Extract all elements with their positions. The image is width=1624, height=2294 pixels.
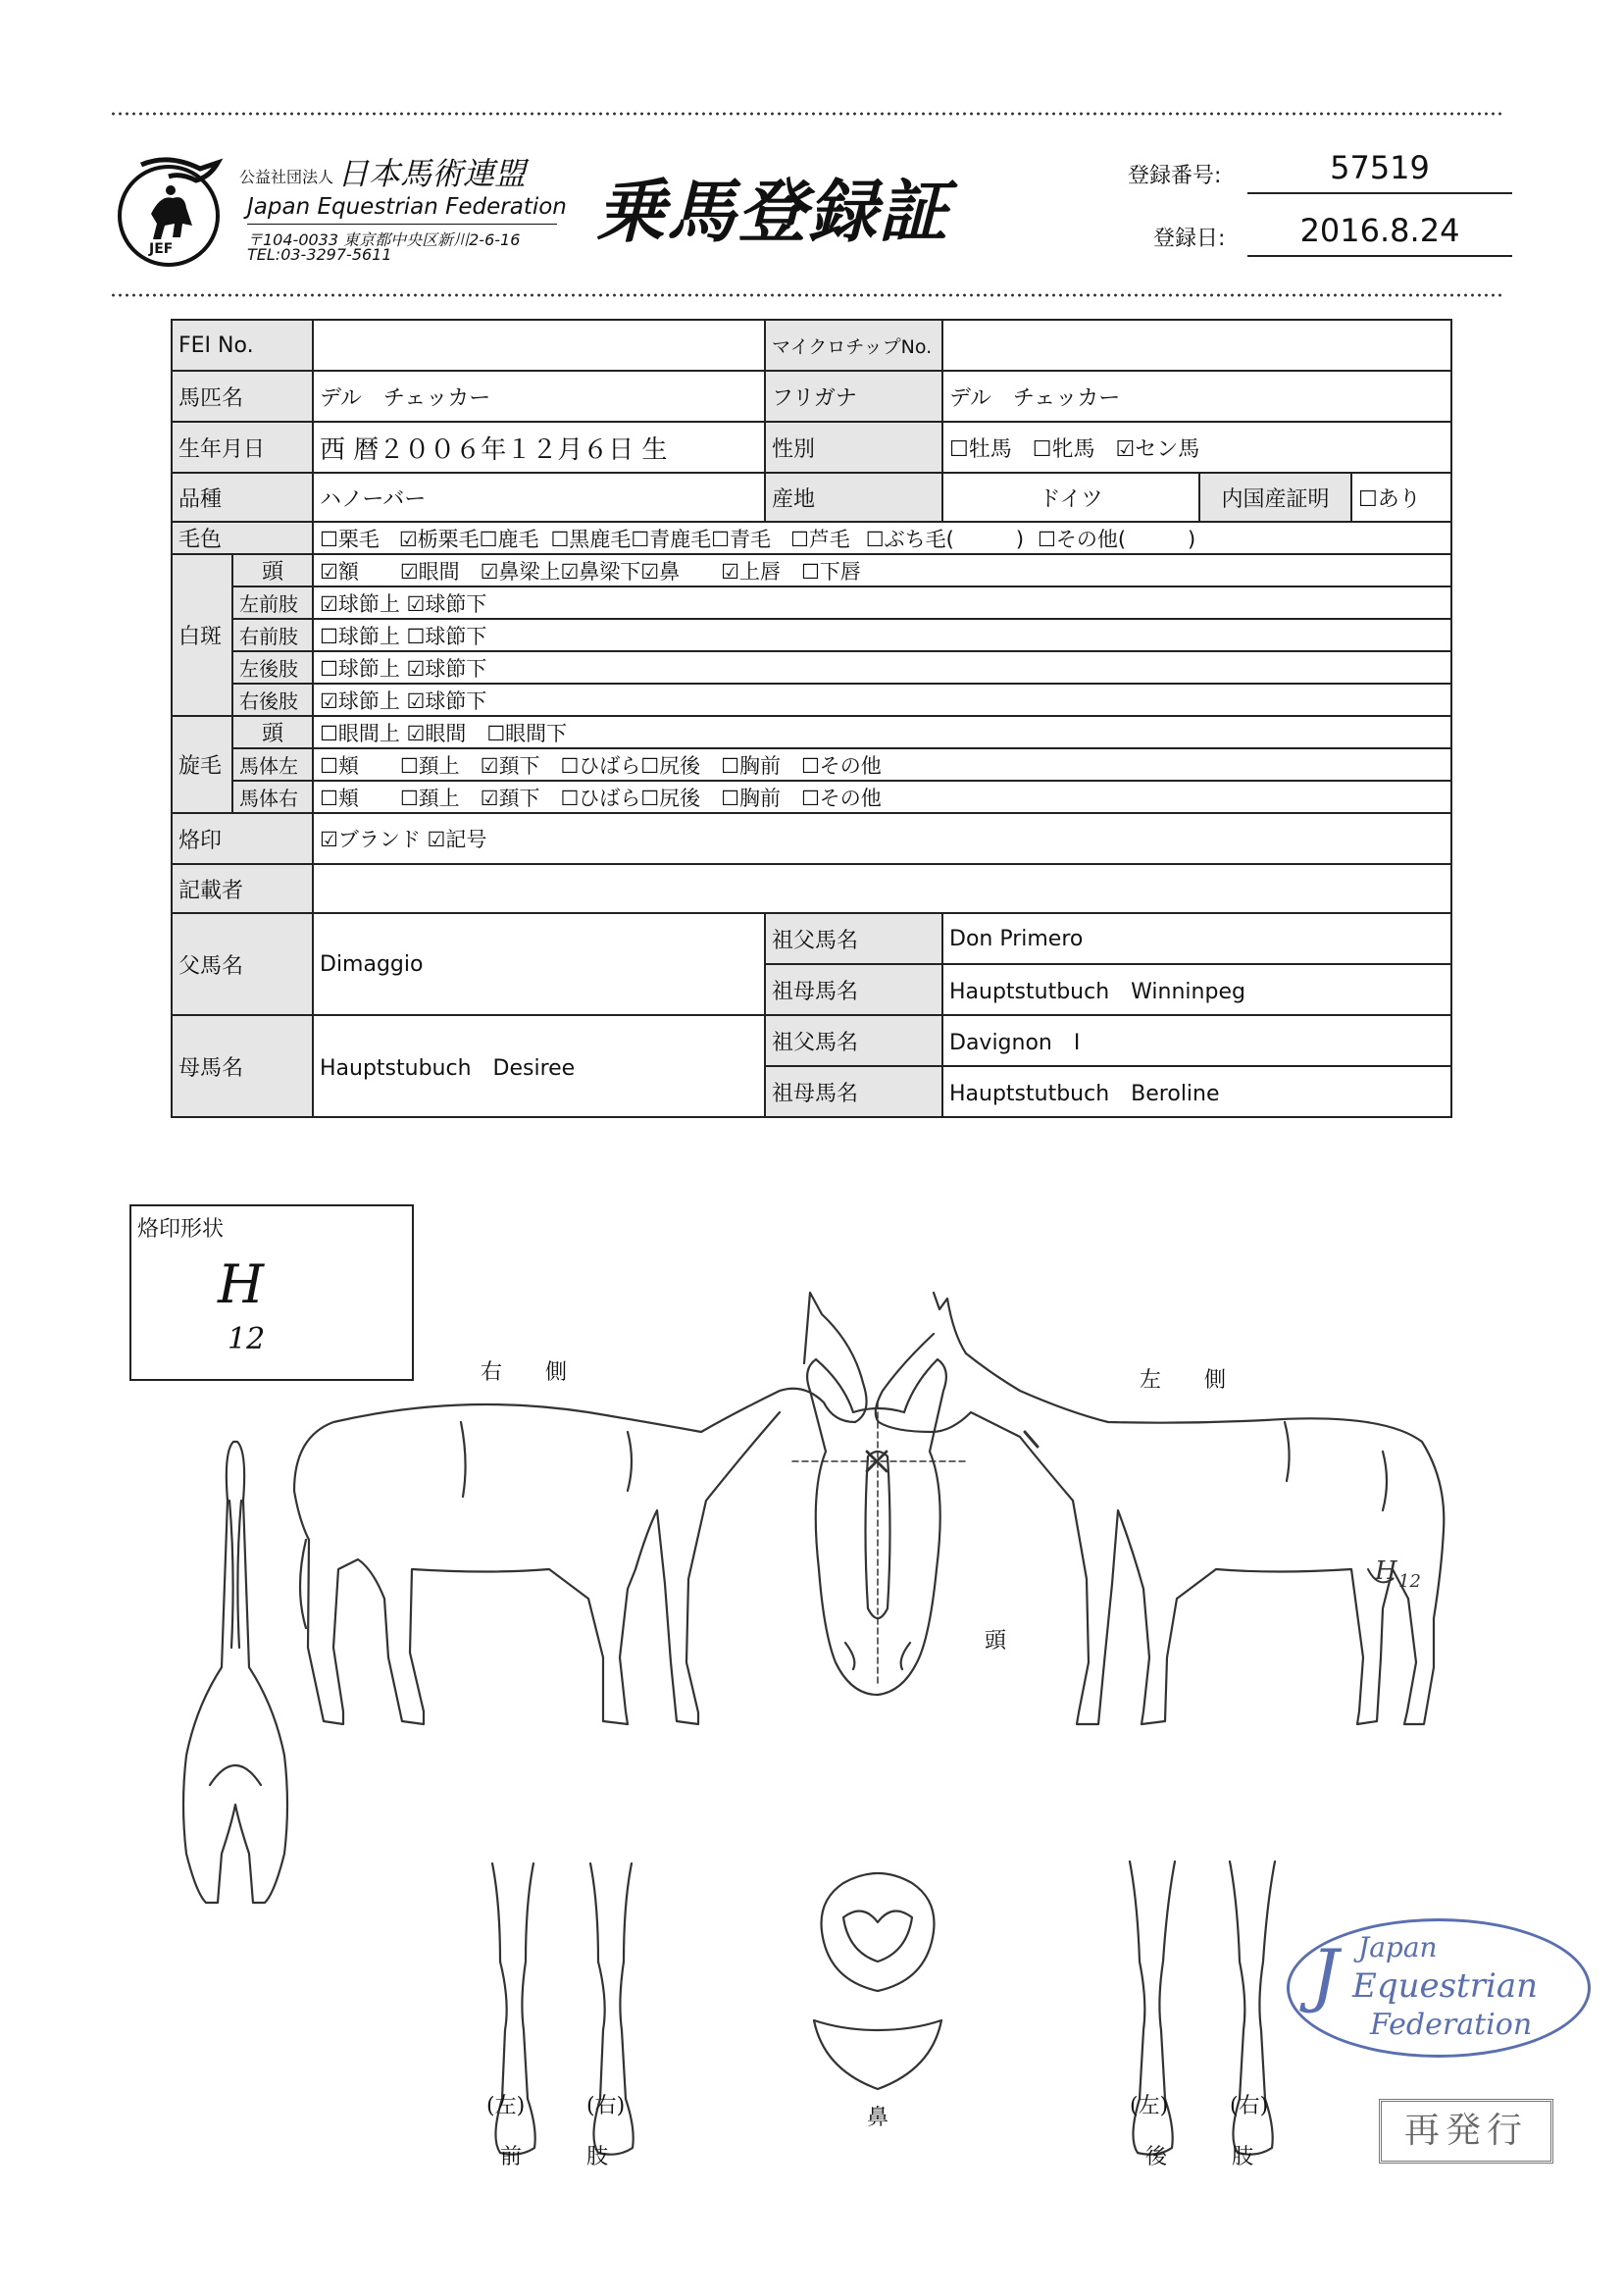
- kana-label: フリガナ: [765, 371, 942, 422]
- org-tel: TEL:03-3297-5611: [247, 245, 392, 264]
- chip-label: マイクロチップNo.: [765, 320, 942, 371]
- recorder-label: 記載者: [172, 864, 313, 913]
- name-value: デル チェッカー: [313, 371, 765, 422]
- sex-options: [942, 422, 1451, 473]
- sire-label: 父馬名: [172, 913, 313, 1015]
- white-marks: ☑額 ☑眼間 ☑鼻梁上☑鼻梁下☑鼻 ☑上唇 ☐下唇: [313, 554, 1451, 586]
- name-label: 馬匹名: [172, 371, 313, 422]
- top-view-horse: [183, 1442, 287, 1903]
- chip-value: [942, 320, 1451, 371]
- stamp-line: Equestrian: [1352, 1966, 1539, 2006]
- dam-granddam-label: 祖母馬名: [765, 1066, 942, 1117]
- brand-value: ☑ブランド ☑記号: [313, 813, 1451, 864]
- svg-text:12: 12: [1398, 1571, 1421, 1592]
- sire-grandsire-value: Don Primero: [942, 913, 1451, 964]
- document-title: 乗馬登録証: [596, 172, 949, 252]
- address-underline: [247, 224, 557, 225]
- whorl-label: 旋毛: [172, 716, 232, 813]
- org-address: 〒104-0033 東京都中央区新川2-6-16: [247, 230, 521, 249]
- whorl-part: 頭: [232, 716, 313, 748]
- org-prefix: 公益社団法人: [239, 168, 334, 186]
- breed-label: 品種: [172, 473, 313, 522]
- front-head: [792, 1359, 969, 1695]
- horse-diagram: [0, 1275, 1624, 2197]
- white-label: 白斑: [172, 554, 232, 716]
- white-marks: ☑球節上 ☑球節下: [313, 586, 1451, 619]
- hind-legs-caption: 後 肢: [1145, 2145, 1254, 2169]
- reissue-stamp: 再発行: [1379, 2099, 1553, 2164]
- dam-grandsire-value: Davignon I: [942, 1015, 1451, 1066]
- breed-value: ハノーバー: [313, 473, 765, 522]
- brand-mark: H: [218, 1253, 265, 1315]
- origin-label: 産地: [765, 473, 942, 522]
- registration-form: [171, 319, 1452, 1118]
- brand-label: 烙印: [172, 813, 313, 864]
- stamp-j-icon: J: [1311, 1935, 1340, 2015]
- dam-granddam-value: Hauptstutbuch Beroline: [942, 1066, 1451, 1117]
- origin-value: ドイツ: [942, 473, 1199, 522]
- white-marks: ☐球節上 ☑球節下: [313, 651, 1451, 684]
- jef-stamp: [1287, 1918, 1591, 2058]
- sire-granddam-label: 祖母馬名: [765, 964, 942, 1015]
- dam-value: Hauptstubuch Desiree: [313, 1015, 765, 1117]
- whorl-marks: ☐眼間上 ☑眼間 ☐眼間下: [313, 716, 1451, 748]
- color-option: ☐青毛: [711, 527, 771, 551]
- dam-grandsire-label: 祖父馬名: [765, 1015, 942, 1066]
- sire-value: Dimaggio: [313, 913, 765, 1015]
- white-marks: ☐球節上 ☐球節下: [313, 619, 1451, 651]
- reg-no-label: 登録番号:: [1128, 164, 1222, 188]
- sex-label: 性別: [765, 422, 942, 473]
- fore-legs-caption: 前 肢: [500, 2145, 609, 2169]
- fei-value: [313, 320, 765, 371]
- color-option: ☐黒鹿毛: [550, 527, 632, 551]
- right-side-caption: 右 側: [481, 1360, 568, 1385]
- jef-logo: [112, 155, 226, 269]
- fore-left-caption: (左): [486, 2094, 526, 2118]
- domestic-label: 内国産証明: [1199, 473, 1351, 522]
- domestic-value: ☐あり: [1351, 473, 1451, 522]
- white-part: 頭: [232, 554, 313, 586]
- whorl-part: 馬体左: [232, 748, 313, 781]
- nose-diagram: [814, 1873, 941, 2089]
- kana-value: デル チェッカー: [942, 371, 1451, 422]
- white-part: 右前肢: [232, 619, 313, 651]
- svg-text:H: H: [1375, 1556, 1397, 1586]
- recorder-value: [313, 864, 1451, 913]
- color-option: ☐青鹿毛: [631, 527, 712, 551]
- white-part: 左後肢: [232, 651, 313, 684]
- birth-label: 生年月日: [172, 422, 313, 473]
- bottom-separator: [110, 292, 1502, 298]
- sex-option: ☑セン馬: [1115, 436, 1200, 462]
- whorl-marks: ☐頬 ☐頚上 ☑頚下 ☐ひばら☐尻後 ☐胸前 ☐その他: [313, 748, 1451, 781]
- left-side-horse: [876, 1293, 1445, 1724]
- color-option: ☐ぶち毛( ): [865, 527, 1025, 551]
- stamp-line: Japan: [1358, 1931, 1438, 1963]
- head-caption: 頭: [985, 1629, 1007, 1654]
- reg-no-value: 57519: [1247, 149, 1512, 194]
- org-name-en: Japan Equestrian Federation: [247, 194, 567, 220]
- color-option: ☐鹿毛: [479, 527, 539, 551]
- birth-value: 西 暦２００６年１２月６日 生: [313, 422, 765, 473]
- color-option: ☑栃栗毛: [398, 527, 480, 551]
- color-option: ☐栗毛: [320, 527, 380, 551]
- color-options: [313, 522, 1451, 554]
- sire-grandsire-label: 祖父馬名: [765, 913, 942, 964]
- whorl-part: 馬体右: [232, 781, 313, 813]
- reg-date-value: 2016.8.24: [1247, 212, 1512, 257]
- white-marks: ☑球節上 ☑球節下: [313, 684, 1451, 716]
- sire-granddam-value: Hauptstutbuch Winninpeg: [942, 964, 1451, 1015]
- right-side-horse: [294, 1293, 867, 1724]
- stamp-line: Federation: [1370, 2008, 1533, 2042]
- fore-right-caption: (右): [586, 2094, 626, 2118]
- color-option: ☐その他( ): [1038, 527, 1196, 551]
- fei-label: FEI No.: [172, 320, 313, 371]
- color-option: ☐芦毛: [789, 527, 850, 551]
- dam-label: 母馬名: [172, 1015, 313, 1117]
- reg-date-label: 登録日:: [1153, 227, 1226, 251]
- brand-shape-label: 烙印形状: [137, 1217, 225, 1242]
- color-label: 毛色: [172, 522, 313, 554]
- sex-option: ☐牝馬: [1032, 436, 1095, 462]
- left-side-caption: 左 側: [1140, 1368, 1227, 1393]
- logo-text: JEF: [149, 241, 174, 257]
- nose-caption: 鼻: [867, 2106, 889, 2130]
- hind-left-caption: (左): [1130, 2094, 1169, 2118]
- whorl-marks: ☐頬 ☐頚上 ☑頚下 ☐ひばら☐尻後 ☐胸前 ☐その他: [313, 781, 1451, 813]
- white-part: 右後肢: [232, 684, 313, 716]
- sex-option: ☐牡馬: [949, 436, 1012, 462]
- top-separator: [110, 111, 1502, 117]
- white-part: 左前肢: [232, 586, 313, 619]
- org-name-ja: 日本馬術連盟: [337, 155, 527, 192]
- hind-right-caption: (右): [1230, 2094, 1269, 2118]
- brand-mark-sub: 12: [228, 1322, 266, 1356]
